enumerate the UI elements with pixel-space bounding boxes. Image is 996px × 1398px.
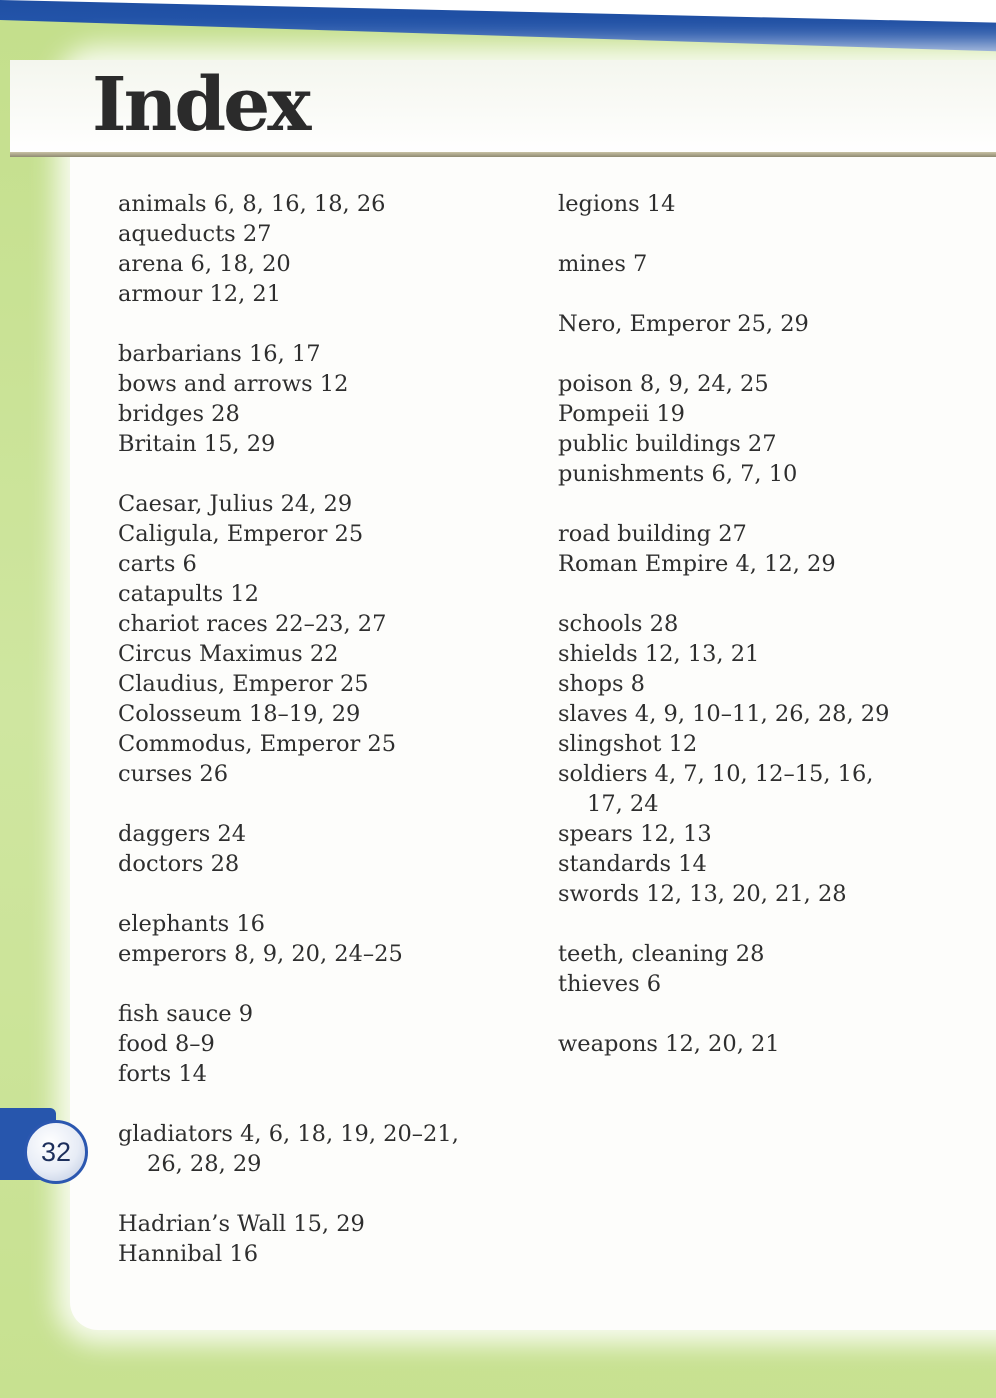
index-entry: Caligula, Emperor 25 bbox=[118, 521, 364, 547]
index-entry: swords 12, 13, 20, 21, 28 bbox=[558, 881, 847, 907]
index-entry: Hadrian’s Wall 15, 29 bbox=[118, 1211, 365, 1237]
index-entry: emperors 8, 9, 20, 24–25 bbox=[118, 941, 403, 967]
index-entry: shields 12, 13, 21 bbox=[558, 641, 760, 667]
index-group bbox=[558, 189, 978, 219]
index-entry: catapults 12 bbox=[118, 581, 259, 607]
index-entry: weapons 12, 20, 21 bbox=[558, 1031, 780, 1057]
index-entry-continuation: 17, 24 bbox=[587, 791, 659, 817]
index-entry: standards 14 bbox=[558, 851, 707, 877]
index-entry: daggers 24 bbox=[118, 821, 247, 847]
index-entry: poison 8, 9, 24, 25 bbox=[558, 371, 769, 397]
index-group bbox=[558, 369, 978, 489]
index-entry: bows and arrows 12 bbox=[118, 371, 349, 397]
index-entry: elephants 16 bbox=[118, 911, 265, 937]
index-entry: Nero, Emperor 25, 29 bbox=[558, 311, 809, 337]
index-group bbox=[118, 819, 548, 879]
index-entry: arena 6, 18, 20 bbox=[118, 251, 291, 277]
index-entry: doctors 28 bbox=[118, 851, 240, 877]
index-entry: barbarians 16, 17 bbox=[118, 341, 321, 367]
index-entry: bridges 28 bbox=[118, 401, 240, 427]
index-entry: spears 12, 13 bbox=[558, 821, 712, 847]
index-entry: soldiers 4, 7, 10, 12–15, 16, bbox=[558, 761, 874, 787]
index-entry: Caesar, Julius 24, 29 bbox=[118, 491, 353, 517]
index-entry: thieves 6 bbox=[558, 971, 662, 997]
index-entry: Britain 15, 29 bbox=[118, 431, 276, 457]
index-entry: fish sauce 9 bbox=[118, 1001, 254, 1027]
index-entry: shops 8 bbox=[558, 671, 646, 697]
index-entry: Pompeii 19 bbox=[558, 401, 686, 427]
index-entry: Circus Maximus 22 bbox=[118, 641, 339, 667]
index-entry: schools 28 bbox=[558, 611, 679, 637]
index-entry: legions 14 bbox=[558, 191, 676, 217]
index-entry: curses 26 bbox=[118, 761, 229, 787]
index-group bbox=[118, 1209, 548, 1269]
title-rule bbox=[10, 152, 996, 157]
index-entry: Commodus, Emperor 25 bbox=[118, 731, 397, 757]
index-entry: forts 14 bbox=[118, 1061, 208, 1087]
page-title: Index bbox=[92, 62, 309, 148]
index-group bbox=[118, 189, 548, 309]
index-group bbox=[118, 909, 548, 969]
index-entry: slaves 4, 9, 10–11, 26, 28, 29 bbox=[558, 701, 890, 727]
index-group bbox=[558, 249, 978, 279]
index-entry: Roman Empire 4, 12, 29 bbox=[558, 551, 836, 577]
index-entry: food 8–9 bbox=[118, 1031, 215, 1057]
index-group bbox=[118, 1119, 548, 1179]
index-entry: road building 27 bbox=[558, 521, 747, 547]
index-group bbox=[558, 609, 978, 909]
index-entry: carts 6 bbox=[118, 551, 197, 577]
index-entry: Colosseum 18–19, 29 bbox=[118, 701, 361, 727]
index-entry-continuation: 26, 28, 29 bbox=[147, 1151, 262, 1177]
index-entry: Claudius, Emperor 25 bbox=[118, 671, 369, 697]
index-column-left bbox=[118, 189, 548, 1299]
index-group bbox=[558, 1029, 978, 1059]
index-entry: animals 6, 8, 16, 18, 26 bbox=[118, 191, 386, 217]
index-entry: public buildings 27 bbox=[558, 431, 777, 457]
index-entry: Hannibal 16 bbox=[118, 1241, 259, 1267]
index-entry: mines 7 bbox=[558, 251, 648, 277]
index-column-right bbox=[558, 189, 978, 1089]
index-group bbox=[118, 339, 548, 459]
index-group bbox=[118, 489, 548, 789]
index-entry: aqueducts 27 bbox=[118, 221, 272, 247]
index-group bbox=[558, 309, 978, 339]
index-entry: chariot races 22–23, 27 bbox=[118, 611, 387, 637]
index-entry: slingshot 12 bbox=[558, 731, 698, 757]
index-entry: gladiators 4, 6, 18, 19, 20–21, bbox=[118, 1121, 459, 1147]
index-group bbox=[558, 519, 978, 579]
index-group bbox=[558, 939, 978, 999]
page-number-badge: 32 bbox=[24, 1120, 88, 1184]
index-entry: punishments 6, 7, 10 bbox=[558, 461, 798, 487]
index-group bbox=[118, 999, 548, 1089]
index-entry: armour 12, 21 bbox=[118, 281, 282, 307]
index-entry: teeth, cleaning 28 bbox=[558, 941, 765, 967]
